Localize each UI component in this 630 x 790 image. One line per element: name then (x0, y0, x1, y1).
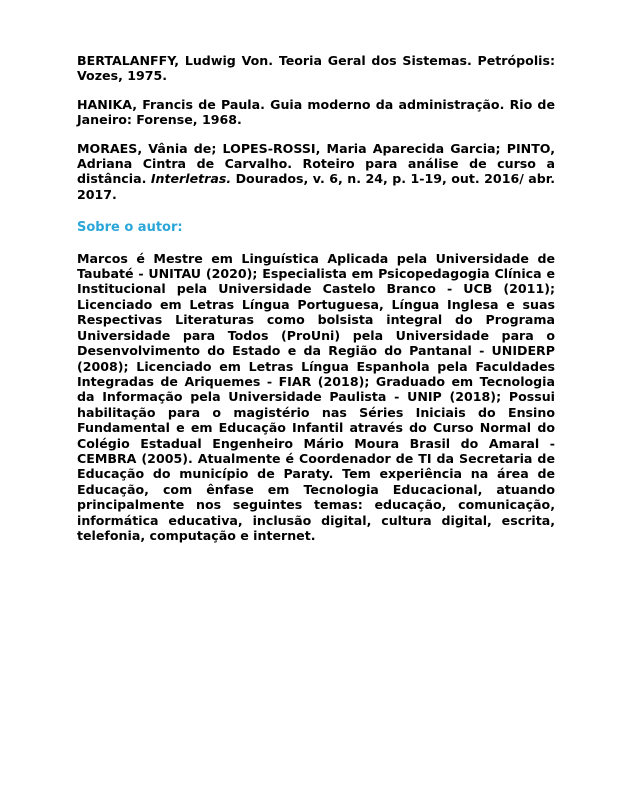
reference-moraes-details: Dourados, v. 6, n. 24, p. 1-19, out. 2016/ abr. 2017. (77, 171, 555, 202)
about-author-heading: Sobre o autor: (77, 220, 183, 236)
author-biography: Marcos é Mestre em Linguística Aplicada pela Universidade de Taubaté - UNITAU (2020); Especialista em Psicopedagogia Clínica e Institucional pela Universidade Castelo Branco - UCB (2011); Licenciado em Letras Língua Portuguesa, Língua Inglesa e suas Respectivas Literaturas como bolsista integral do Programa Universidade para Todos (ProUni) pela Universidade para o Desenvolvimento do Estado e da Região do Pantanal - UNIDERP (2008); Licenciado em Letras Língua Espanhola pela Faculdades Integradas de Ariquemes - FIAR (2018); Graduado em Tecnologia da Informação pela Universidade Paulista - UNIP (2018); Possui habilitação para o magistério nas Séries Iniciais do Ensino Fundamental e em Educação Infantil através do Curso Normal do Colégio Estadual Engenheiro Mário Moura Brasil do Amaral - CEMBRA (2005). Atualmente é Coordenador de TI da Secretaria de Educação do município de Paraty. Tem experiência na área de Educação, com ênfase em Tecnologia Educacional, atuando principalmente nos seguintes temas: educação, comunicação, informática educativa, inclusão digital, cultura digital, escrita, telefonia, computação e internet. (77, 250, 555, 543)
reference-bertalanffy: BERTALANFFY, Ludwig Von. Teoria Geral dos Sistemas. Petrópolis: Vozes, 1975. (77, 53, 555, 84)
reference-moraes (77, 141, 555, 203)
reference-moraes-journal: Interletras. (150, 171, 232, 187)
document-page (77, 53, 555, 543)
reference-moraes-main: MORAES, Vânia de; LOPES-ROSSI, Maria Aparecida Garcia; PINTO, Adriana Cintra de Carvalho. Roteiro para análise de curso a distância. (77, 140, 555, 187)
reference-hanika: HANIKA, Francis de Paula. Guia moderno da administração. Rio de Janeiro: Forense, 1968. (77, 96, 555, 128)
